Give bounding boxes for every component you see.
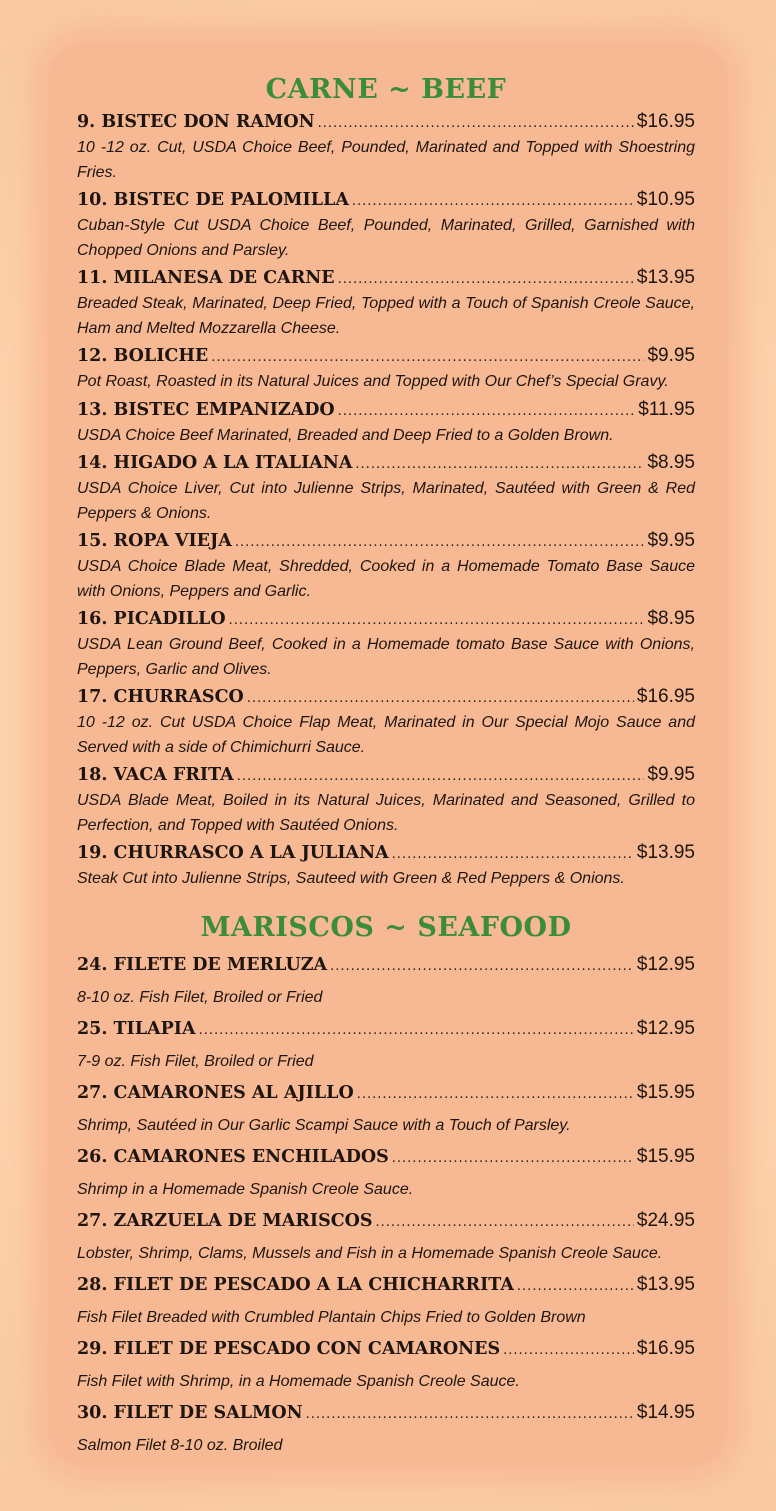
menu-item-description: Fish Filet with Shrimp, in a Homemade Spanish Creole Sauce. — [77, 1372, 520, 1390]
menu-item-name: 11. MILANESA DE CARNE — [77, 268, 335, 288]
menu-content — [77, 70, 695, 1460]
menu-item-name: 27. ZARZUELA DE MARISCOS — [77, 1210, 373, 1231]
menu-item — [77, 398, 695, 449]
menu-item-name: 16. PICADILLO — [77, 609, 226, 629]
menu-item-line — [77, 1140, 695, 1176]
menu-item-line — [77, 398, 695, 424]
menu-item — [77, 451, 695, 526]
menu-item-line — [77, 1076, 695, 1112]
menu-item-line — [77, 948, 695, 984]
menu-item-name: 18. VACA FRITA — [77, 765, 234, 785]
menu-item — [77, 841, 695, 892]
menu-item — [77, 529, 695, 604]
seafood-section-title: MARISCOS ~ SEAFOOD — [200, 911, 572, 943]
dot-leader — [247, 687, 634, 711]
menu-item-price: $16.95 — [636, 111, 695, 132]
menu-item-description: Fish Filet Breaded with Crumbled Plantain Chips Fried to Golden Brown — [77, 1308, 586, 1326]
menu-item — [77, 1204, 695, 1268]
menu-item-description: 7-9 oz. Fish Filet, Broiled or Fried — [77, 1052, 314, 1070]
menu-item-name: 24. FILETE DE MERLUZA — [77, 954, 328, 975]
menu-item-line — [77, 1396, 695, 1432]
dot-leader — [517, 1270, 634, 1304]
dot-leader — [338, 268, 634, 292]
menu-item-price: $15.95 — [636, 1081, 695, 1103]
menu-item-price: $16.95 — [636, 686, 695, 707]
menu-item-price: $8.95 — [647, 608, 695, 629]
dot-leader — [392, 843, 634, 867]
menu-item-price: $9.95 — [647, 345, 695, 366]
menu-item-line — [77, 1204, 695, 1240]
menu-item-description: Steak Cut into Julienne Strips, Sauteed with Green & Red Peppers & Onions. — [77, 870, 625, 887]
seafood-section — [77, 908, 695, 1460]
menu-item-name: 15. ROPA VIEJA — [77, 531, 232, 551]
menu-item-name: 25. TILAPIA — [77, 1018, 196, 1039]
menu-item — [77, 685, 695, 760]
menu-item — [77, 607, 695, 682]
dot-leader — [357, 1078, 634, 1112]
menu-item-name: 9. BISTEC DON RAMON — [77, 112, 315, 132]
menu-item-price: $9.95 — [647, 764, 695, 785]
menu-item-name: 27. CAMARONES AL AJILLO — [77, 1082, 354, 1103]
menu-item-price: $15.95 — [636, 1145, 695, 1167]
menu-item-price: $11.95 — [638, 398, 695, 420]
dot-leader — [237, 765, 645, 789]
dot-leader — [330, 950, 634, 984]
menu-item-name: 13. BISTEC EMPANIZADO — [77, 399, 335, 420]
menu-item-description: USDA Choice Beef Marinated, Breaded and Deep Fried to a Golden Brown. — [77, 426, 614, 444]
menu-item — [77, 1076, 695, 1140]
menu-item-description: Breaded Steak, Marinated, Deep Fried, Topped with a Touch of Spanish Creole Sauce, Ham and Melted Mozzarella Cheese. — [77, 295, 695, 337]
menu-item-name: 12. BOLICHE — [77, 346, 209, 366]
menu-item-description: USDA Lean Ground Beef, Cooked in a Homemade tomato Base Sauce with Onions, Peppers, Garlic and Olives. — [77, 636, 695, 678]
menu-item-name: 30. FILET DE SALMON — [77, 1402, 303, 1423]
menu-item-description: USDA Choice Liver, Cut into Julienne Strips, Marinated, Sautéed with Green & Red Peppers & Onions. — [77, 480, 695, 522]
menu-item-name: 26. CAMARONES ENCHILADOS — [77, 1146, 389, 1167]
menu-item-name: 19. CHURRASCO A LA JULIANA — [77, 843, 389, 863]
menu-item-description: Shrimp in a Homemade Spanish Creole Sauce. — [77, 1180, 414, 1198]
menu-item-line — [77, 188, 695, 214]
menu-item — [77, 110, 695, 185]
menu-item — [77, 763, 695, 838]
dot-leader — [503, 1334, 634, 1368]
menu-item-description: USDA Blade Meat, Boiled in its Natural Juices, Marinated and Seasoned, Grilled to Perfection, and Topped with Sautéed Onions. — [77, 792, 695, 834]
menu-item — [77, 1268, 695, 1332]
menu-item-price: $13.95 — [636, 842, 695, 863]
menu-item — [77, 344, 695, 395]
dot-leader — [235, 531, 645, 555]
dot-leader — [306, 1398, 634, 1432]
beef-section-title: CARNE ~ BEEF — [265, 74, 507, 105]
menu-item-line — [77, 1332, 695, 1368]
menu-item — [77, 1332, 695, 1396]
dot-leader — [355, 453, 644, 477]
beef-section — [77, 70, 695, 892]
menu-item — [77, 188, 695, 263]
menu-item-line — [77, 529, 695, 555]
menu-item-price: $10.95 — [636, 189, 695, 210]
menu-item — [77, 1012, 695, 1076]
menu-item-description: Shrimp, Sautéed in Our Garlic Scampi Sauce with a Touch of Parsley. — [77, 1116, 571, 1134]
menu-item-name: 10. BISTEC DE PALOMILLA — [77, 190, 349, 210]
menu-item-price: $13.95 — [636, 267, 695, 288]
menu-item-line — [77, 451, 695, 477]
menu-item — [77, 1140, 695, 1204]
dot-leader — [338, 400, 636, 424]
menu-item-price: $24.95 — [636, 1209, 695, 1231]
menu-item-description: 8-10 oz. Fish Filet, Broiled or Fried — [77, 988, 323, 1006]
menu-item-line — [77, 344, 695, 370]
menu-item-line — [77, 266, 695, 292]
menu-item-line — [77, 110, 695, 136]
menu-item-price: $8.95 — [647, 452, 695, 473]
dot-leader — [392, 1142, 634, 1176]
menu-item-description: 10 -12 oz. Cut, USDA Choice Beef, Pounded, Marinated and Topped with Shoestring Fries. — [77, 139, 695, 181]
menu-item-price: $12.95 — [636, 953, 695, 975]
menu-item-line — [77, 607, 695, 633]
menu-item-description: Cuban-Style Cut USDA Choice Beef, Pounded, Marinated, Grilled, Garnished with Chopped Onions and Parsley. — [77, 217, 695, 259]
dot-leader — [229, 609, 645, 633]
menu-item-price: $16.95 — [636, 1337, 695, 1359]
dot-leader — [318, 112, 634, 136]
menu-item — [77, 948, 695, 1012]
menu-item-name: 14. HIGADO A LA ITALIANA — [77, 453, 353, 473]
dot-leader — [211, 346, 644, 370]
menu-item-description: USDA Choice Blade Meat, Shredded, Cooked in a Homemade Tomato Base Sauce with Onions, Peppers and Garlic. — [77, 558, 695, 600]
menu-item-line — [77, 1268, 695, 1304]
menu-item-description: 10 -12 oz. Cut USDA Choice Flap Meat, Marinated in Our Special Mojo Sauce and Served with a side of Chimichurri Sauce. — [77, 714, 695, 756]
menu-item-name: 28. FILET DE PESCADO A LA CHICHARRITA — [77, 1274, 514, 1295]
dot-leader — [199, 1014, 634, 1048]
menu-item-line — [77, 841, 695, 867]
dot-leader — [376, 1206, 634, 1240]
beef-item-list — [77, 110, 695, 892]
menu-item-line — [77, 763, 695, 789]
menu-item — [77, 266, 695, 341]
menu-item-price: $12.95 — [636, 1017, 695, 1039]
menu-item-name: 29. FILET DE PESCADO CON CAMARONES — [77, 1338, 501, 1359]
menu-item — [77, 1396, 695, 1460]
menu-item-description: Lobster, Shrimp, Clams, Mussels and Fish in a Homemade Spanish Creole Sauce. — [77, 1244, 663, 1262]
menu-item-price: $13.95 — [636, 1273, 695, 1295]
menu-item-description: Pot Roast, Roasted in its Natural Juices and Topped with Our Chef’s Special Gravy. — [77, 373, 669, 390]
menu-item-line — [77, 1012, 695, 1048]
menu-item-name: 17. CHURRASCO — [77, 687, 244, 707]
menu-item-price: $9.95 — [647, 530, 695, 551]
menu-item-line — [77, 685, 695, 711]
menu-item-description: Salmon Filet 8-10 oz. Broiled — [77, 1436, 283, 1454]
dot-leader — [352, 190, 634, 214]
seafood-item-list — [77, 948, 695, 1460]
menu-item-price: $14.95 — [636, 1401, 695, 1423]
